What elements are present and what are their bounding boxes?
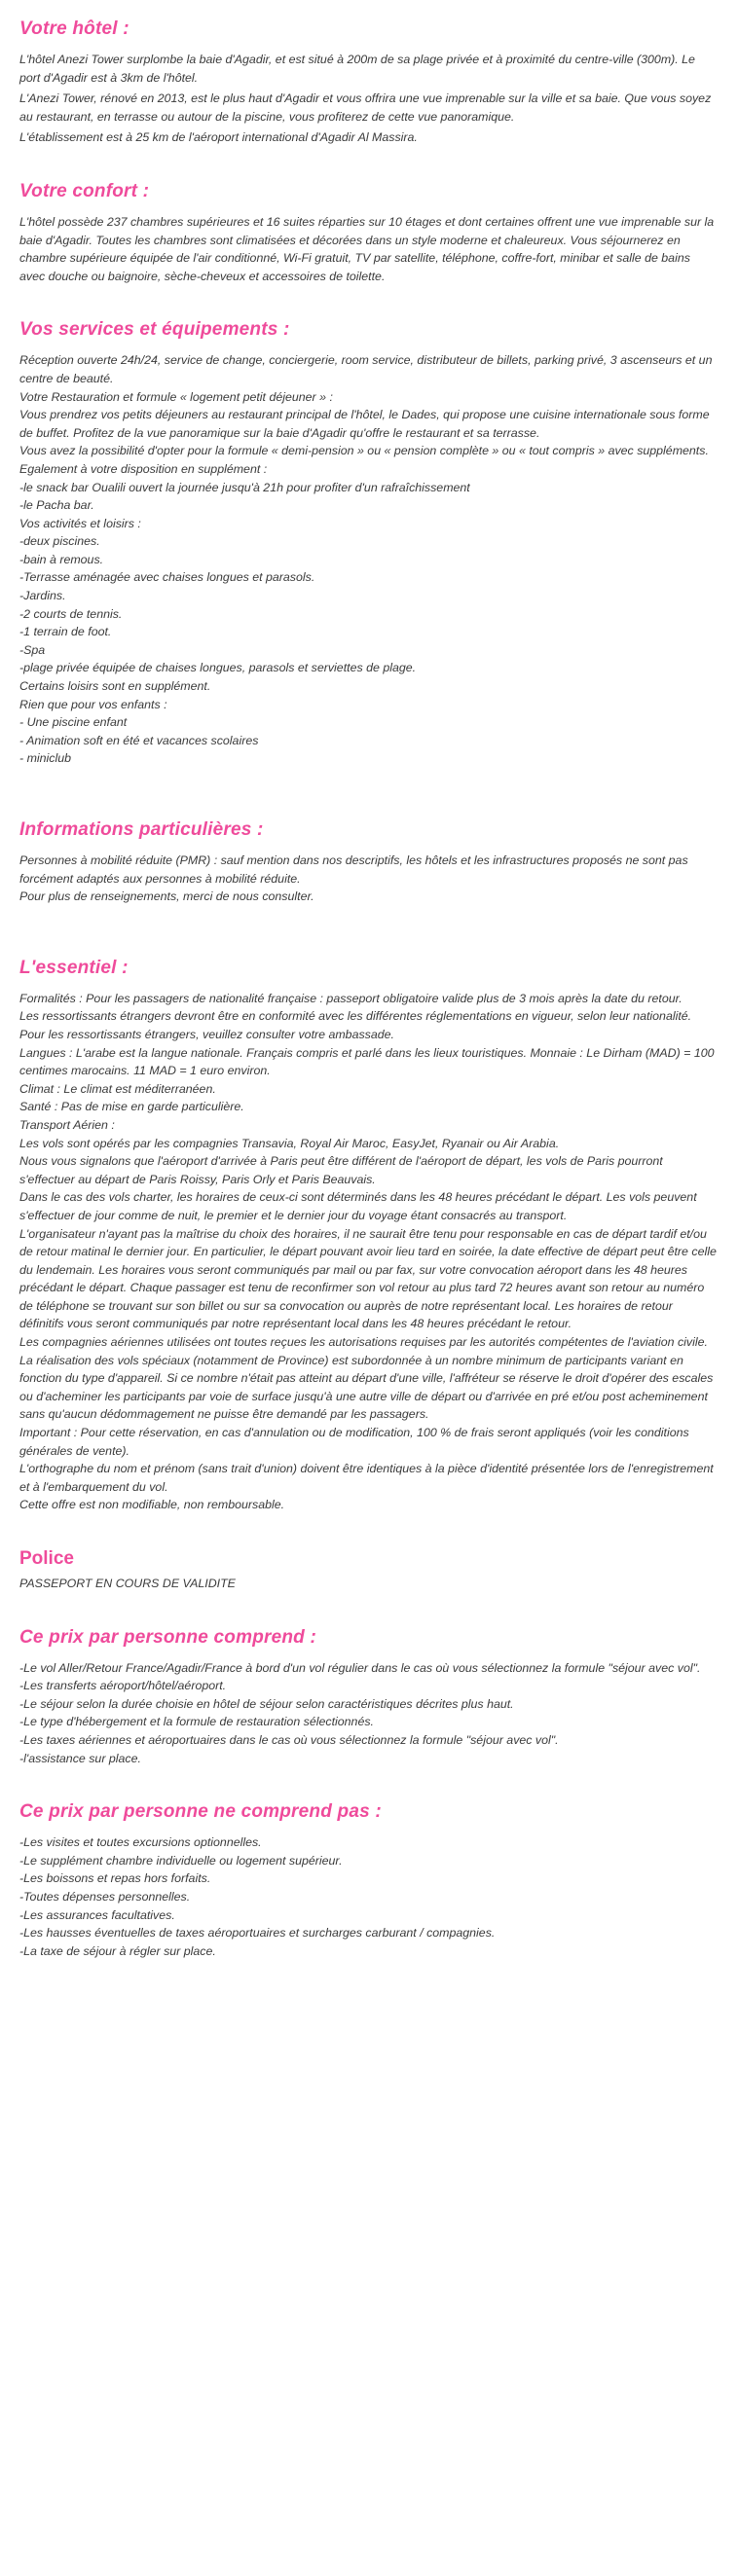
section-police [19,1547,719,1593]
line: -Le vol Aller/Retour France/Agadir/France à bord d'un vol régulier dans le cas où vous sélectionnez la formule "séjour avec vol". [19,1660,701,1675]
section-title-police: Police [19,1548,74,1569]
line: -2 courts de tennis. [19,606,123,621]
line: Langues : L'arabe est la langue nationale. Français compris et parlé dans les lieux touristiques. Monnaie : Le Dirham (MAD) = 100 centimes marocains. 11 MAD = 1 euro environ. [19,1045,715,1078]
line: -l'assistance sur place. [19,1751,141,1765]
line: Egalement à votre disposition en supplément : [19,461,268,476]
line: Nous vous signalons que l'aéroport d'arrivée à Paris peut être différent de l'aéroport de départ, les vols de Paris pourront s'effectuer au départ de Paris Roissy, Paris Orly et Paris Beauvais. [19,1154,663,1186]
section-votre-confort [19,180,719,285]
line: La réalisation des vols spéciaux (notamment de Province) est subordonnée à un nombre minimum de participants variant en fonction du type d'appareil. Si ce nombre n'était pas atteint au départ d'une ville, l'affréteur se réserve le droit d'opérer des escales ou d'acheminer les participants par voie de surface jusqu'à une autre ville de départ ou d'arrivée en pré et/ou post acheminement sans qu'aucun dédommagement ne puisse être demandé par les passagers. [19,1353,714,1422]
line: Transport Aérien : [19,1117,115,1132]
line: -Les transferts aéroport/hôtel/aéroport. [19,1679,227,1693]
section-lessentiel [19,957,719,1514]
line: Les compagnies aériennes utilisées ont toutes reçues les autorisations requises par les autorités compétentes de l'aviation civile. [19,1335,708,1350]
line: -Le séjour selon la durée choisie en hôtel de séjour selon caractéristiques décrites plus haut. [19,1696,514,1711]
line: Cette offre est non modifiable, non remboursable. [19,1498,285,1512]
line: -le snack bar Oualili ouvert la journée jusqu'à 21h pour profiter d'un rafraîchissement [19,480,470,494]
line: Votre Restauration et formule « logement petit déjeuner » : [19,389,333,404]
line: - Une piscine enfant [19,715,128,730]
line: Les ressortissants étrangers devront être en conformité avec les différentes réglementations en vigueur, selon leur nationalité. [19,1009,692,1024]
line: - miniclub [19,751,72,766]
line: -Toutes dépenses personnelles. [19,1889,191,1904]
section-title-lessentiel: L'essentiel : [19,957,129,978]
section-prix-comprend-pas [19,1800,719,1960]
line: Dans le cas des vols charter, les horaires de ceux-ci sont déterminés dans les 48 heures précédant le départ. Les vols peuvent s'effectuer de jour comme de nuit, le premier et le dernier jour du voyage étant consacrés au transport. [19,1190,697,1222]
line: Vous prendrez vos petits déjeuners au restaurant principal de l'hôtel, le Dades, qui propose une cuisine internationale sous forme de buffet. Profitez de la vue panoramique sur la baie d'Agadir qu'offre le restaurant et sa terrasse. [19,408,710,440]
section-votre-hotel [19,18,719,147]
line: -plage privée équipée de chaises longues, parasols et serviettes de plage. [19,661,417,675]
line: Formalités : Pour les passagers de nationalité française : passeport obligatoire valide plus de 3 mois après la date du retour. [19,991,683,1005]
paragraph: L'hôtel possède 237 chambres supérieures et 16 suites réparties sur 10 étages et dont certaines offrent une vue imprenable sur la baie d'Agadir. Toutes les chambres sont climatisées et décorées dans un style moderne et chaleureux. Vous séjournerez en chambre supérieure équipée de l'air conditionné, Wi-Fi gratuit, TV par satellite, téléphone, coffre-fort, minibar et salle de bains avec douche ou baignoire, sèche-cheveux et accessoires de toilette. [19,214,715,283]
section-title-votre-confort: Votre confort : [19,180,150,201]
line: Certains loisirs sont en supplément. [19,679,211,694]
line: Santé : Pas de mise en garde particulière. [19,1100,244,1114]
section-vos-services [19,318,719,768]
line: -Les hausses éventuelles de taxes aéroportuaires et surcharges carburant / compagnies. [19,1926,496,1941]
line: -Les boissons et repas hors forfaits. [19,1871,211,1886]
line: Réception ouverte 24h/24, service de change, conciergerie, room service, distributeur de billets, parking privé, 3 ascenseurs et un centre de beauté. [19,353,713,385]
section-title-prix-comprend-pas: Ce prix par personne ne comprend pas : [19,1801,382,1823]
line: -Spa [19,642,46,657]
line: - Animation soft en été et vacances scolaires [19,733,259,747]
section-prix-comprend [19,1626,719,1768]
line: Pour les ressortissants étrangers, veuillez consulter votre ambassade. [19,1027,394,1041]
line: Pour plus de renseignements, merci de nous consulter. [19,889,314,904]
line: -1 terrain de foot. [19,625,112,639]
section-informations-particulieres [19,818,719,906]
line: -bain à remous. [19,552,104,566]
line: L'orthographe du nom et prénom (sans trait d'union) doivent être identiques à la pièce d'identité présentée lors de l'enregistrement et à l'embarquement du vol. [19,1462,714,1494]
section-title-prix-comprend: Ce prix par personne comprend : [19,1626,316,1648]
line: Vos activités et loisirs : [19,516,141,530]
line: -deux piscines. [19,534,100,549]
line: Vous avez la possibilité d'opter pour la formule « demi-pension » ou « pension complète » ou « tout compris » avec suppléments. [19,444,709,458]
line: Rien que pour vos enfants : [19,697,167,711]
line: Important : Pour cette réservation, en cas d'annulation ou de modification, 100 % de frais seront appliqués (voir les conditions générales de vente). [19,1426,689,1458]
line: -le Pacha bar. [19,498,94,513]
line: Personnes à mobilité réduite (PMR) : sauf mention dans nos descriptifs, les hôtels et les infrastructures proposés ne sont pas forcément adaptés aux personnes à mobilité réduite. [19,853,688,886]
line: L'organisateur n'ayant pas la maîtrise du choix des horaires, il ne saurait être tenu pour responsable en cas de départ tardif et/ou de retour matinal le dernier jour. En particulier, le départ pouvant avoir lieu tard en soirée, la date effective de départ peut être celle du lendemain. Les horaires vous seront communiqués par mail ou par fax, sur votre convocation aéroport dans les 48 heures précédant le départ. Chaque passager est tenu de reconfirmer son vol retour au plus tard 72 heures avant son retour au numéro de téléphone se trouvant sur son billet ou sur sa convocation ou auprès de notre représentant local. Les horaires de retour définitifs vous seront communiqués par notre représentant local dans les 48 heures précédant le retour. [19,1226,717,1331]
section-title-vos-services: Vos services et équipements : [19,319,290,341]
line: -Le type d'hébergement et la formule de restauration sélectionnés. [19,1715,374,1729]
line: -Les assurances facultatives. [19,1907,175,1922]
line: -Le supplément chambre individuelle ou logement supérieur. [19,1853,343,1868]
line: -Les taxes aériennes et aéroportuaires dans le cas où vous sélectionnez la formule "séjour avec vol". [19,1732,559,1747]
paragraph: L'Anezi Tower, rénové en 2013, est le plus haut d'Agadir et vous offrira une vue imprenable sur la ville et sa baie. Que vous soyez au restaurant, en terrasse ou autour de la piscine, vous profiterez de cette vue panoramique. [19,91,712,124]
line: -Terrasse aménagée avec chaises longues et parasols. [19,570,315,585]
line: Climat : Le climat est méditerranéen. [19,1081,216,1096]
paragraph: L'hôtel Anezi Tower surplombe la baie d'Agadir, et est situé à 200m de sa plage privée et à proximité du centre-ville (300m). Le port d'Agadir est à 3km de l'hôtel. [19,53,695,85]
line: PASSEPORT EN COURS DE VALIDITE [19,1577,236,1590]
section-title-votre-hotel: Votre hôtel : [19,18,129,39]
paragraph: L'établissement est à 25 km de l'aéroport international d'Agadir Al Massira. [19,130,418,145]
line: Les vols sont opérés par les compagnies Transavia, Royal Air Maroc, EasyJet, Ryanair ou Air Arabia. [19,1136,560,1150]
line: -La taxe de séjour à régler sur place. [19,1943,216,1958]
section-title-informations-particulieres: Informations particulières : [19,819,264,840]
line: -Les visites et toutes excursions optionnelles. [19,1835,262,1850]
line: -Jardins. [19,589,66,603]
